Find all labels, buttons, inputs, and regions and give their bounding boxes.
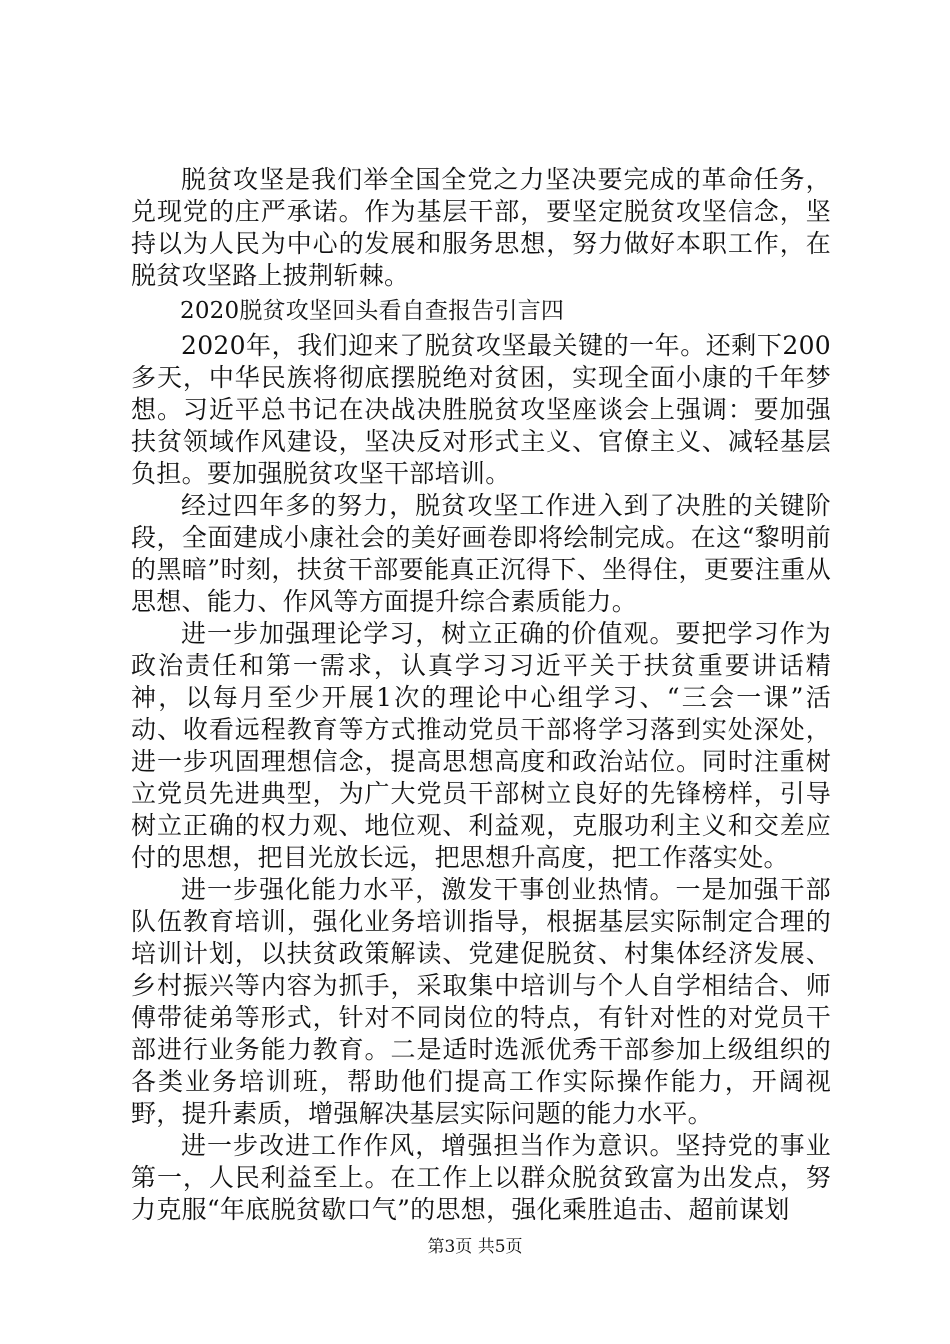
paragraph: 进一步加强理论学习，树立正确的价值观。要把学习作为政治责任和第一需求，认真学习习近平关于扶贫重要讲话精神，以每月至少开展1次的理论中心组学习、“三会一课”活动、收看远程教育等方式推动党员干部将学习落到实处深处，进一步巩固理想信念，提高思想高度和政治站位。同时注重树立党员先进典型，为广大党员干部树立良好的先锋榜样，引导树立正确的权力观、地位观、利益观，克服功利主义和交差应付的思想，把目光放长远，把思想升高度，把工作落实处。 [131,619,831,872]
document-body [131,164,831,1226]
paragraph: 进一步强化能力水平，激发干事创业热情。一是加强干部队伍教育培训，强化业务培训指导，根据基层实际制定合理的培训计划，以扶贫政策解读、党建促脱贫、村集体经济发展、乡村振兴等内容为抓手，采取集中培训与个人自学相结合、师傅带徒弟等形式，针对不同岗位的特点，有针对性的对党员干部进行业务能力教育。二是适时选派优秀干部参加上级组织的各类业务培训班，帮助他们提高工作实际操作能力，开阔视野，提升素质，增强解决基层实际问题的能力水平。 [131,875,831,1128]
section-heading: 2020脱贫攻坚回头看自查报告引言四 [180,298,565,324]
paragraph: 经过四年多的努力，脱贫攻坚工作进入到了决胜的关键阶段，全面建成小康社会的美好画卷即将绘制完成。在这“黎明前的黑暗”时刻，扶贫干部要能真正沉得下、坐得住，更要注重从思想、能力、作风等方面提升综合素质能力。 [131,491,831,616]
page-footer: 第3页 共5页 [427,1237,523,1257]
paragraph: 脱贫攻坚是我们举全国全党之力坚决要完成的革命任务，兑现党的庄严承诺。作为基层干部，要坚定脱贫攻坚信念，坚持以为人民为中心的发展和服务思想，努力做好本职工作，在脱贫攻坚路上披荆斩棘。 [131,165,831,290]
paragraph: 2020年，我们迎来了脱贫攻坚最关键的一年。还剩下200多天，中华民族将彻底摆脱绝对贫困，实现全面小康的千年梦想。习近平总书记在决战决胜脱贫攻坚座谈会上强调：要加强扶贫领域作风建设，坚决反对形式主义、官僚主义、减轻基层负担。要加强脱贫攻坚干部培训。 [131,331,831,488]
paragraph: 进一步改进工作作风，增强担当作为意识。坚持党的事业第一，人民利益至上。在工作上以群众脱贫致富为出发点，努力克服“年底脱贫歇口气”的思想，强化乘胜追击、超前谋划 [131,1131,831,1224]
